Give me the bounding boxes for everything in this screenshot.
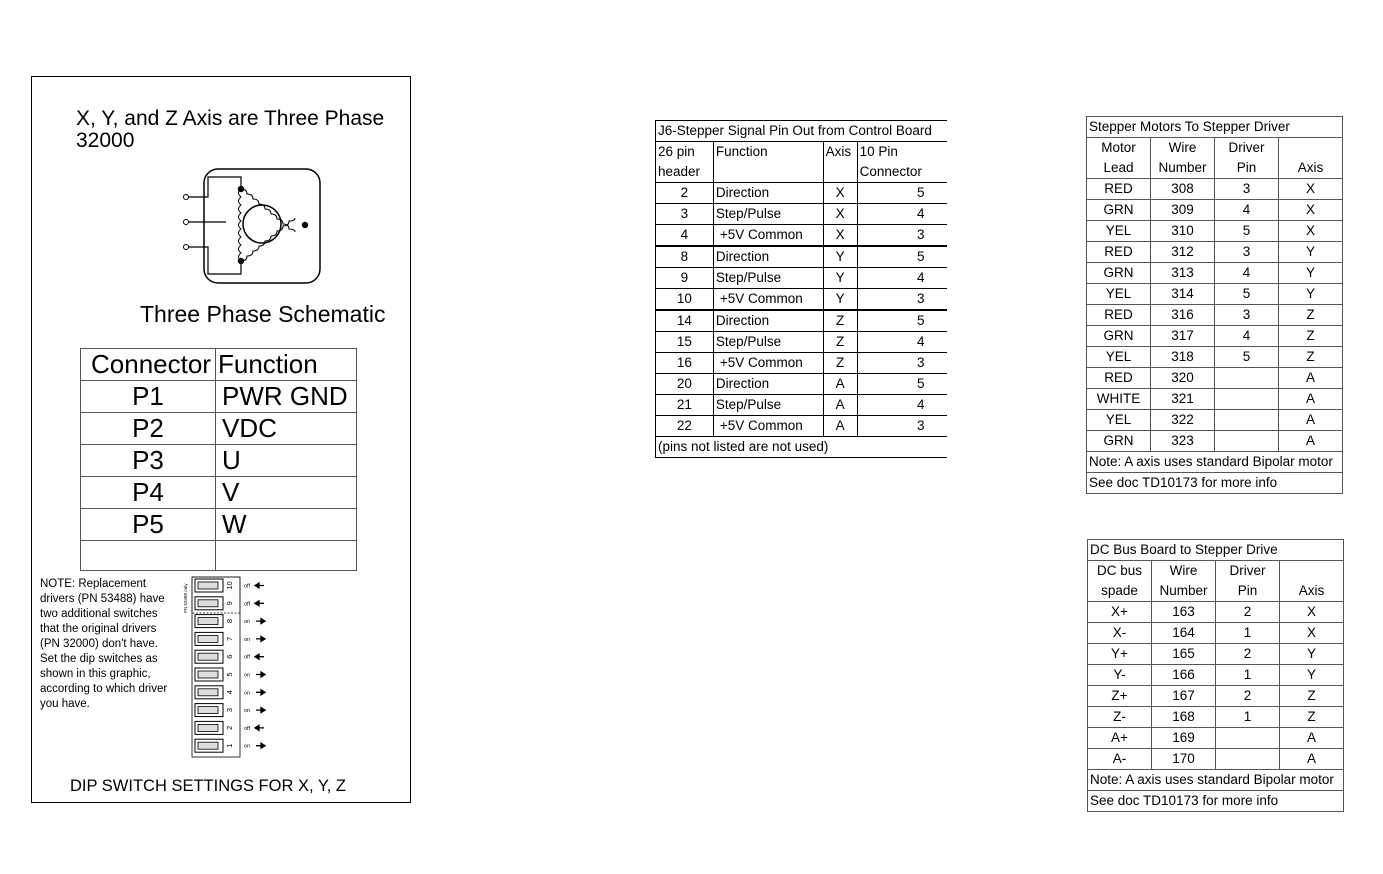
cell: 14 [656, 310, 714, 332]
cell: A [1280, 728, 1344, 749]
cell: 2 [1216, 602, 1280, 623]
cell: Y [1280, 665, 1344, 686]
cell: X [823, 225, 857, 247]
table-row [656, 416, 948, 437]
table-row [81, 445, 357, 477]
cell: 16 [656, 353, 714, 374]
cell: Z [823, 332, 857, 353]
table-row [1088, 749, 1344, 770]
arrow-left-icon [255, 725, 264, 730]
cell: RED [1087, 179, 1151, 200]
table-header-row [1088, 581, 1344, 602]
cell: A [823, 395, 857, 416]
dip-switch-lever [198, 689, 218, 696]
column-header: DC bus [1088, 561, 1152, 582]
table-note-row [1087, 452, 1343, 473]
arrow-right-icon [256, 672, 265, 677]
cell: 318 [1151, 347, 1215, 368]
cell: YEL [1087, 410, 1151, 431]
cell: 5 [857, 246, 947, 268]
cell: Z+ [1088, 686, 1152, 707]
dcbus-table-title: DC Bus Board to Stepper Drive [1088, 540, 1344, 561]
table-row [1088, 728, 1344, 749]
table-row [656, 204, 948, 225]
table-header-row [656, 142, 948, 163]
table-row [656, 289, 948, 311]
cell: Z [1279, 347, 1343, 368]
table-row [1088, 665, 1344, 686]
table-note-row [1087, 473, 1343, 494]
cell: 1 [1216, 665, 1280, 686]
column-header: Driver [1216, 561, 1280, 582]
table-row [1087, 347, 1343, 368]
column-header: Lead [1087, 158, 1151, 179]
table-row [81, 413, 357, 445]
cell: Step/Pulse [713, 332, 823, 353]
dip-switch-lever [198, 635, 218, 642]
table-row [1087, 179, 1343, 200]
cell: 317 [1151, 326, 1215, 347]
dip-switch-number: 9 [225, 601, 234, 606]
cell: 4 [1215, 200, 1279, 221]
cell: +5V Common [713, 353, 823, 374]
table-note-row [1088, 770, 1344, 791]
j6-table-title: J6-Stepper Signal Pin Out from Control Board [656, 121, 948, 142]
dip-switch-lever [198, 724, 218, 731]
arrow-right-icon [256, 636, 265, 641]
table-row [1087, 368, 1343, 389]
table-row [1087, 263, 1343, 284]
cell: PWR GND [216, 381, 357, 413]
cell: P2 [81, 413, 216, 445]
table-footer-row [656, 437, 948, 458]
cell: Y [1279, 242, 1343, 263]
cell: X [823, 204, 857, 225]
cell: A [823, 374, 857, 395]
column-header: Connector [857, 162, 947, 183]
table-title-row [1087, 117, 1343, 138]
cell: P3 [81, 445, 216, 477]
cell: 164 [1152, 623, 1216, 644]
column-header: spade [1088, 581, 1152, 602]
dip-switch-number: 1 [225, 743, 234, 748]
column-header: Axis [1279, 158, 1343, 179]
table-row [1087, 242, 1343, 263]
dip-switch-lever [198, 742, 218, 749]
column-header: header [656, 162, 714, 183]
dip-switch-lever [198, 707, 218, 714]
column-header: 26 pin [656, 142, 714, 163]
cell: X [1279, 200, 1343, 221]
table-row [656, 395, 948, 416]
table-row [1088, 623, 1344, 644]
cell: Direction [713, 310, 823, 332]
cell: GRN [1087, 326, 1151, 347]
cell: 314 [1151, 284, 1215, 305]
cell: 2 [1216, 644, 1280, 665]
cell: 167 [1152, 686, 1216, 707]
column-header: Connector [81, 349, 216, 381]
cell: 3 [1215, 305, 1279, 326]
cell: 5 [1215, 284, 1279, 305]
cell: X- [1088, 623, 1152, 644]
three-phase-panel [31, 76, 411, 803]
dip-switch-state: off [244, 601, 251, 608]
column-header: Wire [1152, 561, 1216, 582]
cell: 5 [1215, 347, 1279, 368]
cell: X+ [1088, 602, 1152, 623]
cell: Y- [1088, 665, 1152, 686]
cell: GRN [1087, 431, 1151, 452]
cell: 10 [656, 289, 714, 311]
cell: Y [823, 268, 857, 289]
cell: 163 [1152, 602, 1216, 623]
cell: 1 [1216, 707, 1280, 728]
cell [1215, 431, 1279, 452]
cell: 323 [1151, 431, 1215, 452]
cell: 4 [857, 204, 947, 225]
cell: 21 [656, 395, 714, 416]
cell: 3 [656, 204, 714, 225]
dip-switch-number: 7 [225, 636, 234, 641]
cell: 8 [656, 246, 714, 268]
cell: Z [823, 353, 857, 374]
dip-switch-number: 6 [225, 654, 234, 659]
cell: 4 [857, 332, 947, 353]
cell: A [1279, 431, 1343, 452]
table-row [656, 374, 948, 395]
dip-side-label: PN 53488 only [183, 583, 188, 613]
cell: RED [1087, 368, 1151, 389]
cell: 4 [656, 225, 714, 247]
cell: Direction [713, 183, 823, 204]
cell: 309 [1151, 200, 1215, 221]
stepper-note-1: Note: A axis uses standard Bipolar motor [1087, 452, 1343, 473]
cell [1215, 410, 1279, 431]
dip-switch-caption: DIP SWITCH SETTINGS FOR X, Y, Z [70, 777, 346, 795]
table-row [1088, 707, 1344, 728]
table-row [656, 310, 948, 332]
dip-switch-state: on [244, 743, 251, 750]
dip-switch-lever [198, 618, 218, 625]
dip-switch-number: 5 [225, 672, 234, 677]
cell: V [216, 477, 357, 509]
table-row [1087, 326, 1343, 347]
cell: Y+ [1088, 644, 1152, 665]
cell: 4 [1215, 326, 1279, 347]
connector-function-table [80, 348, 357, 571]
cell: 3 [857, 289, 947, 311]
schematic-caption: Three Phase Schematic [140, 301, 386, 327]
column-header [1280, 561, 1344, 582]
table-header-row [1088, 561, 1344, 582]
dip-switch-state: on [244, 672, 251, 679]
column-header: 10 Pin [857, 142, 947, 163]
column-header: Pin [1215, 158, 1279, 179]
dip-switch-number: 3 [225, 708, 234, 713]
cell: 3 [1215, 242, 1279, 263]
table-row [656, 332, 948, 353]
table-note-row [1088, 791, 1344, 812]
column-header: Function [713, 142, 823, 163]
column-header: Number [1151, 158, 1215, 179]
cell: 320 [1151, 368, 1215, 389]
arrow-right-icon [256, 708, 265, 713]
cell: Step/Pulse [713, 395, 823, 416]
cell: YEL [1087, 347, 1151, 368]
cell: Direction [713, 246, 823, 268]
cell: A [1279, 389, 1343, 410]
cell: Z [1279, 305, 1343, 326]
cell [81, 541, 216, 571]
table-row [1087, 200, 1343, 221]
dcbus-note-1: Note: A axis uses standard Bipolar motor [1088, 770, 1344, 791]
cell: RED [1087, 242, 1151, 263]
cell: Z- [1088, 707, 1152, 728]
cell: Y [823, 246, 857, 268]
table-row [1087, 284, 1343, 305]
cell: 169 [1152, 728, 1216, 749]
dip-switch-lever [198, 582, 218, 589]
cell: 5 [857, 310, 947, 332]
cell: 5 [857, 183, 947, 204]
column-header: Number [1152, 581, 1216, 602]
cell: GRN [1087, 200, 1151, 221]
cell: RED [1087, 305, 1151, 326]
table-title-row [1088, 540, 1344, 561]
dip-switch-number: 10 [225, 581, 234, 590]
stepper-table-title: Stepper Motors To Stepper Driver [1087, 117, 1343, 138]
cell: Y [1280, 644, 1344, 665]
stepper-note-2: See doc TD10173 for more info [1087, 473, 1343, 494]
cell: 4 [857, 268, 947, 289]
cell: X [1280, 602, 1344, 623]
cell: A [823, 416, 857, 437]
cell: WHITE [1087, 389, 1151, 410]
dip-switch-state: on [244, 690, 251, 697]
cell: X [1279, 221, 1343, 242]
j6-pinout-table-container [655, 120, 947, 458]
table-row [81, 477, 357, 509]
cell: Step/Pulse [713, 204, 823, 225]
table-row [1087, 305, 1343, 326]
cell: P4 [81, 477, 216, 509]
column-header [713, 162, 823, 183]
cell: 5 [857, 374, 947, 395]
table-row [1087, 389, 1343, 410]
table-row [656, 353, 948, 374]
cell: Z [823, 310, 857, 332]
arrow-left-icon [255, 601, 264, 606]
cell: 1 [1216, 623, 1280, 644]
cell: 168 [1152, 707, 1216, 728]
cell: 4 [857, 395, 947, 416]
table-row [1087, 431, 1343, 452]
dip-switch-state: on [244, 708, 251, 715]
cell: 4 [1215, 263, 1279, 284]
cell: +5V Common [713, 416, 823, 437]
table-header-row [656, 162, 948, 183]
j6-pinout-table [655, 120, 947, 458]
column-header: Axis [1280, 581, 1344, 602]
column-header: Driver [1215, 138, 1279, 159]
cell: Z [1279, 326, 1343, 347]
cell: GRN [1087, 263, 1151, 284]
cell: YEL [1087, 221, 1151, 242]
dip-switch-lever [198, 653, 218, 660]
cell: 5 [1215, 221, 1279, 242]
table-row [1088, 602, 1344, 623]
cell: Step/Pulse [713, 268, 823, 289]
table-title-row [656, 121, 948, 142]
arrow-right-icon [256, 619, 265, 624]
cell: 2 [1216, 686, 1280, 707]
column-header [823, 162, 857, 183]
cell: 316 [1151, 305, 1215, 326]
cell: 312 [1151, 242, 1215, 263]
table-row [1088, 686, 1344, 707]
dip-switch-number: 2 [225, 725, 234, 730]
table-row [81, 381, 357, 413]
table-row [1088, 644, 1344, 665]
dip-switch-lever [198, 600, 218, 607]
column-header [1279, 138, 1343, 159]
table-row [656, 246, 948, 268]
dip-switch-number: 4 [225, 690, 234, 695]
cell: W [216, 509, 357, 541]
cell: 3 [1215, 179, 1279, 200]
cell: 166 [1152, 665, 1216, 686]
cell: 308 [1151, 179, 1215, 200]
three-phase-schematic-diagram [178, 167, 328, 287]
cell: P5 [81, 509, 216, 541]
table-header-row [1087, 158, 1343, 179]
cell: 313 [1151, 263, 1215, 284]
cell: 22 [656, 416, 714, 437]
cell: 3 [857, 353, 947, 374]
cell: +5V Common [713, 225, 823, 247]
cell: 310 [1151, 221, 1215, 242]
dip-switch-diagram [180, 575, 280, 760]
cell: Direction [713, 374, 823, 395]
cell: A [1279, 368, 1343, 389]
table-row [656, 183, 948, 204]
dip-switch-state: on [244, 636, 251, 643]
dip-switch-state: off [244, 583, 251, 590]
cell [1216, 749, 1280, 770]
table-row [656, 225, 948, 247]
dip-switch-lever [198, 671, 218, 678]
cell: 9 [656, 268, 714, 289]
cell: 321 [1151, 389, 1215, 410]
arrow-left-icon [255, 654, 264, 659]
j6-table-footer: (pins not listed are not used) [656, 437, 948, 458]
cell: A [1279, 410, 1343, 431]
cell: 3 [857, 225, 947, 247]
cell: 2 [656, 183, 714, 204]
cell: Y [823, 289, 857, 311]
cell: 322 [1151, 410, 1215, 431]
cell: Z [1280, 686, 1344, 707]
panel-heading: X, Y, and Z Axis are Three Phase 32000 [76, 107, 385, 152]
cell [216, 541, 357, 571]
cell: 20 [656, 374, 714, 395]
cell: U [216, 445, 357, 477]
table-header-row [1087, 138, 1343, 159]
dip-switch-state: off [244, 725, 251, 732]
cell: P1 [81, 381, 216, 413]
cell: VDC [216, 413, 357, 445]
cell: A [1280, 749, 1344, 770]
column-header: Wire [1151, 138, 1215, 159]
cell: Y [1279, 284, 1343, 305]
stepper-motors-table [1086, 116, 1343, 494]
cell [1215, 368, 1279, 389]
cell: X [1279, 179, 1343, 200]
column-header: Axis [823, 142, 857, 163]
table-row [1087, 221, 1343, 242]
table-header-row [81, 349, 357, 381]
arrow-right-icon [256, 690, 265, 695]
dip-switch-number: 8 [225, 619, 234, 624]
cell: 170 [1152, 749, 1216, 770]
arrow-right-icon [256, 743, 265, 748]
dcbus-note-2: See doc TD10173 for more info [1088, 791, 1344, 812]
arrow-left-icon [255, 583, 264, 588]
cell: Y [1279, 263, 1343, 284]
table-row [656, 268, 948, 289]
cell: 15 [656, 332, 714, 353]
cell: YEL [1087, 284, 1151, 305]
cell: X [1280, 623, 1344, 644]
dip-switch-state: off [244, 654, 251, 661]
table-row [81, 541, 357, 571]
cell: A- [1088, 749, 1152, 770]
column-header: Function [216, 349, 357, 381]
cell: +5V Common [713, 289, 823, 311]
cell: A+ [1088, 728, 1152, 749]
table-row [1087, 410, 1343, 431]
column-header: Pin [1216, 581, 1280, 602]
cell: Z [1280, 707, 1344, 728]
cell [1216, 728, 1280, 749]
dc-bus-table [1087, 539, 1344, 812]
replacement-driver-note: NOTE: Replacement drivers (PN 53488) have two additional switches that the original drivers (PN 32000) don't have. Set the dip switches as shown in this graphic, according to which driver you have. [40, 578, 168, 710]
column-header: Motor [1087, 138, 1151, 159]
cell: X [823, 183, 857, 204]
dip-switch-state: on [244, 619, 251, 626]
table-row [81, 509, 357, 541]
cell: 3 [857, 416, 947, 437]
cell [1215, 389, 1279, 410]
cell: 165 [1152, 644, 1216, 665]
